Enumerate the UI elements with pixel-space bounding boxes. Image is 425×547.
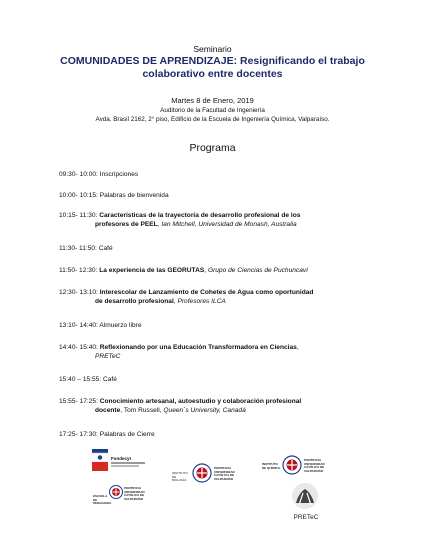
agenda-title: Conocimiento artesanal, autoestudio y colaboración profesional: [97, 398, 302, 405]
logos-strip: [0, 445, 425, 547]
agenda-item: [59, 191, 379, 200]
agenda-time: 12:30- 13:10:: [59, 289, 98, 296]
title-line-1: COMUNIDADES DE APRENDIZAJE: Resignificando el trabajo: [60, 55, 365, 67]
agenda-title: La experiencia de las GEORUTAS: [97, 267, 205, 274]
agenda-time: 11:50- 12:30:: [59, 267, 98, 274]
agenda-item: [59, 244, 379, 253]
agenda-item: [59, 321, 379, 330]
instituto-quimica-label: INSTITUTO DE QUÍMICA: [262, 462, 280, 470]
agenda-time: 10:00- 10:15:: [59, 192, 98, 199]
pucv-seal-icon: [282, 455, 302, 475]
fondecyt-subline: [111, 465, 139, 467]
agenda-title: Reflexionando por una Educación Transformadora en Ciencias: [97, 344, 297, 351]
agenda-text: Palabras de Cierre: [97, 431, 155, 438]
agenda-item: [59, 343, 379, 361]
agenda-sep: ,: [173, 298, 178, 305]
agenda-item: [59, 430, 379, 439]
agenda-time: 13:10- 14:40:: [59, 322, 98, 329]
agenda-title-cont: profesores de PEEL: [95, 221, 158, 228]
agenda-item: [59, 375, 379, 384]
agenda-text: Almuerzo libre: [97, 322, 142, 329]
title-line-2: colaborativo entre docentes: [142, 68, 283, 80]
pucv-seal-icon: [192, 463, 212, 483]
pretec-label: PRETeC: [293, 514, 319, 521]
agenda-text: Inscripciones: [97, 171, 139, 178]
instituto-biologia-label: INSTITUTO DE BIOLOGÍA: [172, 471, 188, 482]
pucv-label: PONTIFICIA UNIVERSIDAD CATÓLICA DE VALPARAÍSO: [124, 486, 145, 501]
agenda-text: Café: [101, 376, 117, 383]
fondecyt-subline: [111, 462, 145, 464]
agenda-sep: ,: [204, 267, 207, 274]
pucv-label: PONTIFICIA UNIVERSIDAD CATÓLICA DE VALPARAÍSO: [214, 466, 235, 481]
event-date: Martes 8 de Enero, 2019: [171, 96, 254, 105]
pucv-label: PONTIFICIA UNIVERSIDAD CATÓLICA DE VALPARAÍSO: [304, 458, 325, 473]
agenda-speaker: Grupo de Ciencias de Puchuncaví: [206, 267, 309, 274]
agenda-time: 15:55- 17:25:: [59, 398, 98, 405]
pucv-seal-icon: [109, 485, 123, 499]
chile-gov-shield-icon: [92, 449, 108, 471]
fondecyt-logo: [92, 449, 147, 473]
event-venue: Auditorio de la Facultad de Ingeniería: [160, 107, 265, 114]
agenda-item: [59, 211, 379, 229]
agenda-speaker: Profesores ILCA: [177, 298, 226, 305]
fondecyt-label: Fondecyt: [111, 456, 132, 461]
agenda-time: 10:15- 11:30:: [59, 212, 98, 219]
escuela-pedagogia-label: ESCUELA DE PEDAGOGÍA: [93, 494, 112, 505]
pretec-logo: [286, 481, 326, 539]
agenda-text: Café: [96, 245, 113, 252]
agenda-title: Características de la trayectoria de desarrollo profesional de los: [97, 212, 301, 219]
agenda-text: Palabras de bienvenida: [97, 192, 169, 199]
agenda-speaker: PRETeC: [95, 353, 121, 360]
agenda-title: Interescolar de Lanzamiento de Cohetes de Agua como oportunidad: [97, 289, 314, 296]
agenda-item: [59, 170, 379, 179]
agenda-title-cont: docente: [95, 407, 121, 414]
agenda-time: 09:30- 10:00:: [59, 171, 98, 178]
agenda-time: 17:25- 17:30:: [59, 431, 98, 438]
agenda-title-cont: de desarrollo profesional: [95, 298, 174, 305]
agenda-item: [59, 266, 379, 275]
agenda-sep: ,: [296, 344, 299, 351]
agenda-sep: , Tom Russell,: [120, 407, 164, 414]
agenda-item: [59, 288, 379, 306]
agenda-time: 11:30- 11:50:: [59, 245, 97, 252]
event-address: Avda. Brasil 2162, 2° piso, Edificio de la Escuela de Ingeniería Química, Valparaíso.: [95, 116, 330, 123]
pucv-biologia-logo: [172, 463, 244, 493]
agenda-speaker: , Ian Mitchell, Universidad de Monash, Australia: [157, 221, 297, 228]
seminar-kicker: Seminario: [193, 44, 232, 54]
seminar-title: [0, 55, 425, 81]
agenda-time: 14:40- 15:40:: [59, 344, 98, 351]
pretec-hands-icon: [290, 481, 320, 511]
program-heading: Programa: [189, 142, 236, 154]
agenda-item: [59, 397, 379, 415]
agenda-time: 15:40 – 15:55:: [59, 376, 102, 383]
pucv-pedagogia-logo: [93, 485, 143, 515]
agenda-speaker: Queen´s University, Canadá: [163, 407, 246, 414]
